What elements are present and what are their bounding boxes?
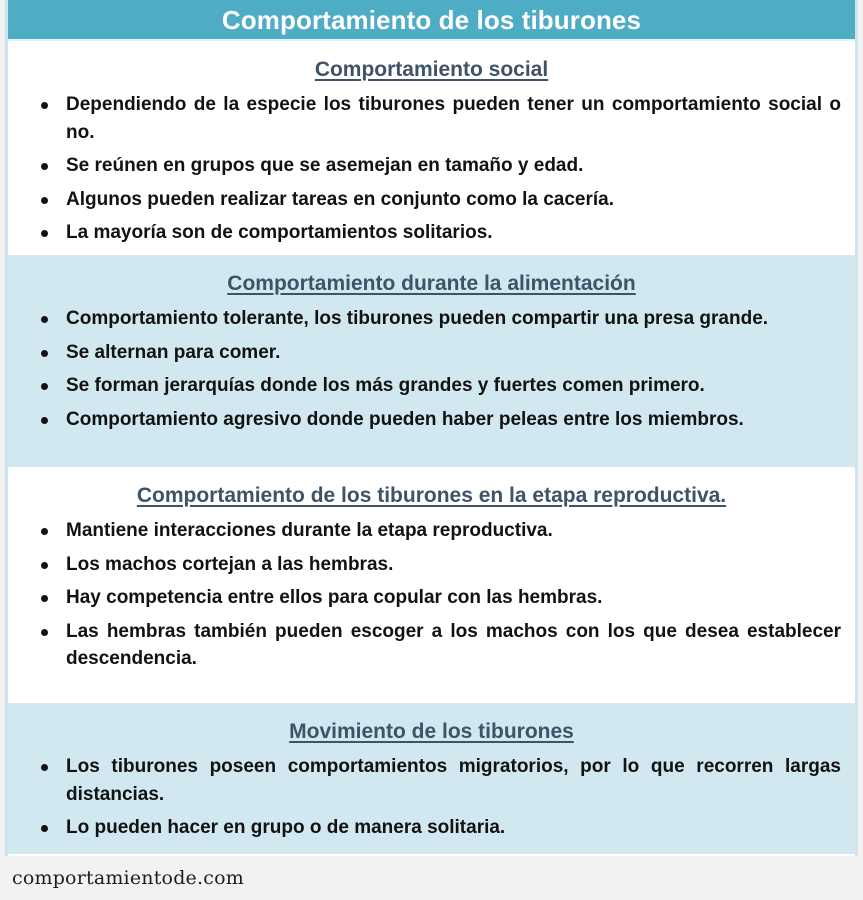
list-item-text: Algunos pueden realizar tareas en conjunto como la cacería. [66,188,614,210]
bullet-dot-icon [41,102,48,109]
list-item [22,219,841,247]
list-item-text: Lo pueden hacer en grupo o de manera solitaria. [66,817,506,839]
footer-bar [0,856,863,900]
bullet-dot-icon [41,629,48,636]
bullet-dot-icon [41,230,48,237]
bullet-dot-icon [41,383,48,390]
list-item-text: Comportamiento tolerante, los tiburones pueden compartir una presa grande. [66,308,769,330]
list-item [22,186,841,214]
list-item-text: La mayoría son de comportamientos solitarios. [66,222,493,244]
list-item [22,305,841,333]
bullet-dot-icon [41,197,48,204]
section-reproductiva [8,467,855,703]
bullet-list-alimentacion [22,305,841,433]
list-item [22,517,841,545]
list-item [22,406,841,434]
list-item [22,152,841,180]
page-title: Comportamiento de los tiburones [221,4,642,35]
bullet-dot-icon [41,316,48,323]
list-item-text: Hay competencia entre ellos para copular con las hembras. [66,587,603,609]
section-heading-alimentacion: Comportamiento durante la alimentación [227,272,636,295]
bullet-dot-icon [41,595,48,602]
list-item-text: Se reúnen en grupos que se asemejan en tamaño y edad. [66,155,584,177]
list-item-text: Se forman jerarquías donde los más grandes y fuertes comen primero. [66,375,705,397]
source-attribution: comportamientode.com [12,867,244,889]
list-item-text: Las hembras también pueden escoger a los machos con los que desea establecer descendencia. [66,620,841,670]
list-item-text: Mantiene interacciones durante la etapa reproductiva. [66,520,553,542]
bullet-list-social [22,91,841,247]
bullet-dot-icon [41,417,48,424]
list-item [22,372,841,400]
list-item [22,618,841,673]
bullet-dot-icon [41,562,48,569]
bullet-dot-icon [41,825,48,832]
list-item [22,584,841,612]
section-alimentacion [8,255,855,467]
list-item [22,814,841,842]
list-item-text: Dependiendo de la especie los tiburones pueden tener un comportamiento social o no. [66,94,841,143]
section-movimiento [8,703,855,854]
bullet-list-movimiento [22,753,841,842]
list-item-text: Los tiburones poseen comportamientos migratorios, por lo que recorren largas distancias. [66,756,841,805]
content-frame [5,0,858,856]
bullet-dot-icon [41,764,48,771]
list-item-text: Comportamiento agresivo donde pueden haber peleas entre los miembros. [66,408,744,430]
section-heading-social: Comportamiento social [314,58,549,81]
list-item [22,339,841,367]
section-heading-movimiento: Movimiento de los tiburones [289,720,574,743]
list-item [22,551,841,579]
bullet-dot-icon [41,350,48,357]
list-item-text: Los machos cortejan a las hembras. [66,553,394,575]
list-item [22,91,841,146]
list-item-text: Se alternan para comer. [66,341,281,363]
bullet-dot-icon [41,528,48,535]
bullet-list-reproductiva [22,517,841,673]
section-heading-reproductiva: Comportamiento de los tiburones en la etapa reproductiva. [136,484,727,507]
page-title-bar [8,0,855,41]
list-item [22,753,841,808]
section-social [8,41,855,255]
bullet-dot-icon [41,163,48,170]
